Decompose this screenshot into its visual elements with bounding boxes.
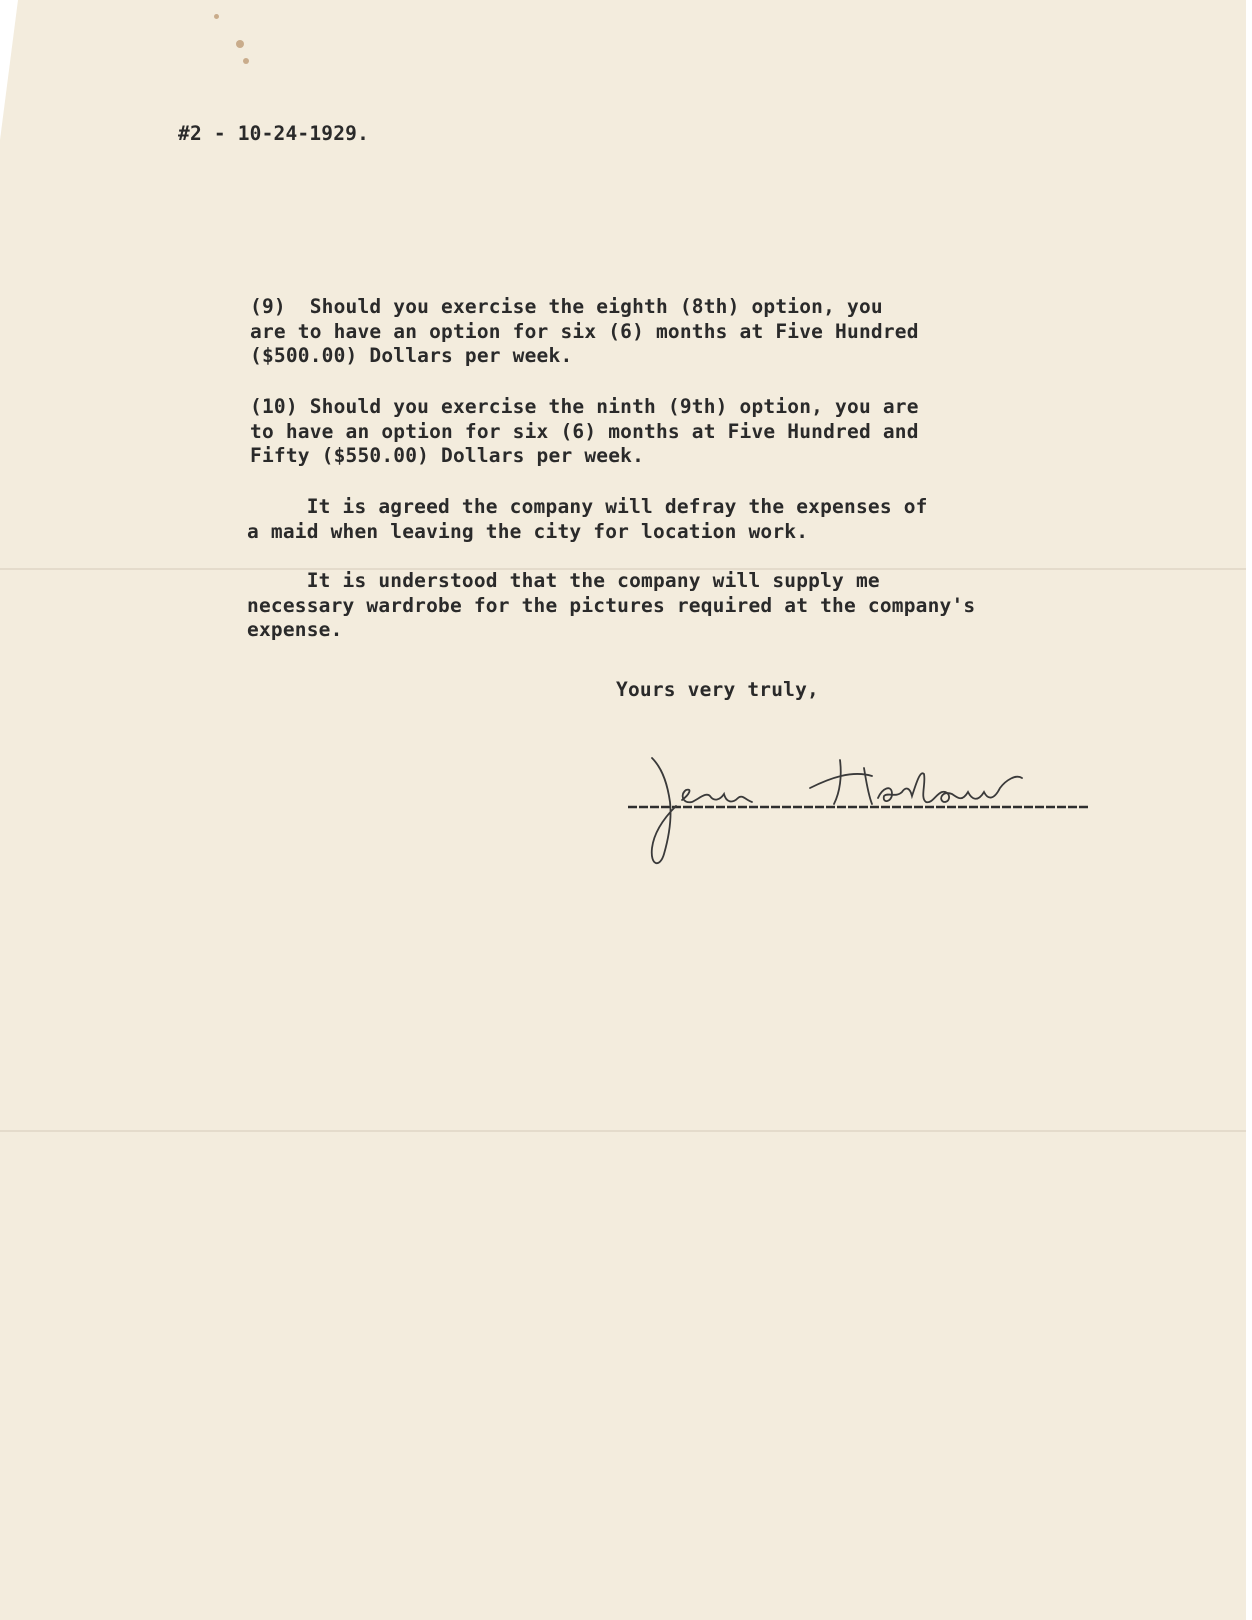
signature-stroke bbox=[810, 760, 872, 804]
paragraph-wardrobe: It is understood that the company will supply me necessary wardrobe for the pictures required at the company's expense. bbox=[247, 569, 976, 641]
paragraph-option-9: (9) Should you exercise the eighth (8th) option, you are to have an option for six (6) months at Five Hundred ($500.00) Dollars per week. bbox=[250, 295, 919, 367]
handwritten-signature-image bbox=[620, 740, 1090, 870]
signature-stroke bbox=[878, 773, 1022, 802]
paragraph-option-10: (10) Should you exercise the ninth (9th) option, you are to have an option for six (6) months at Five Hundred and Fifty ($550.00) Dollars per week. bbox=[250, 395, 919, 467]
rust-stain bbox=[214, 14, 219, 19]
paragraph-maid-expenses: It is agreed the company will defray the expenses of a maid when leaving the city for location work. bbox=[247, 495, 928, 543]
paper-fold-line bbox=[0, 1130, 1252, 1132]
rust-stain bbox=[236, 40, 244, 48]
torn-corner bbox=[0, 0, 18, 140]
complimentary-close: Yours very truly, bbox=[616, 678, 819, 701]
signature-stroke bbox=[682, 790, 752, 803]
signature bbox=[620, 740, 1090, 870]
page-edge bbox=[1246, 0, 1252, 1620]
rust-stain bbox=[243, 58, 249, 64]
page-reference: #2 - 10-24-1929. bbox=[178, 122, 370, 145]
signature-stroke bbox=[652, 758, 676, 863]
